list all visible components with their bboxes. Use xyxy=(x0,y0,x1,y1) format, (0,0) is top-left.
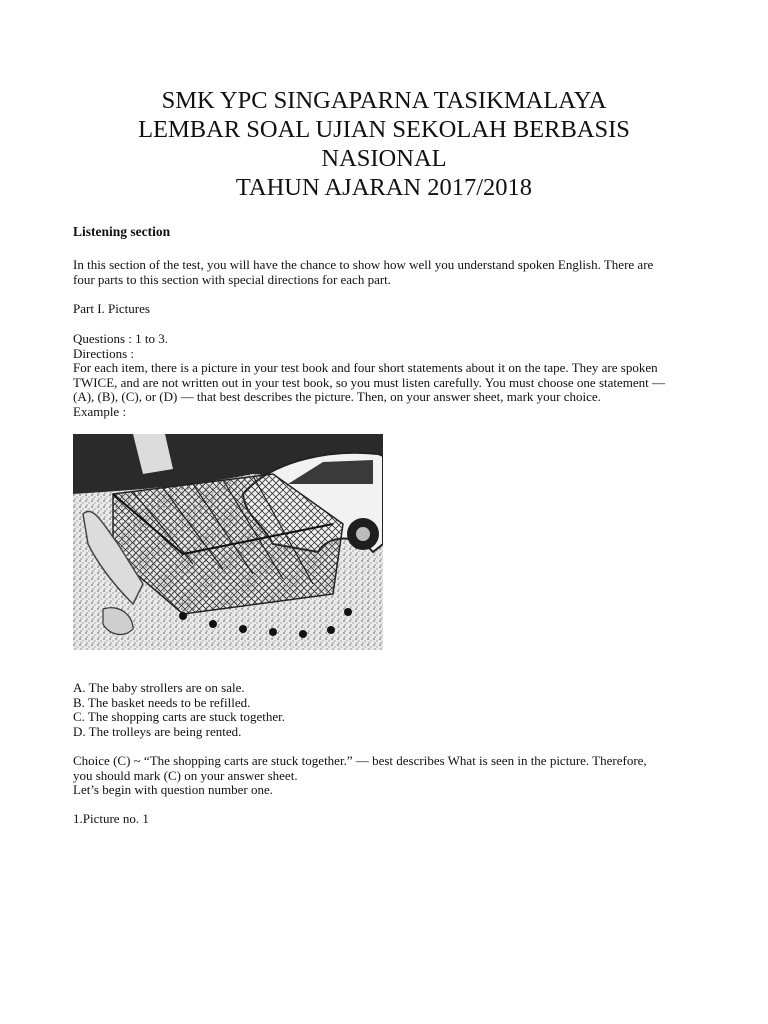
option-b: B. The basket needs to be refilled. xyxy=(73,694,251,710)
directions-line: (A), (B), (C), or (D) — that best describes the picture. Then, on your answer sheet, mark your choice. xyxy=(73,389,601,405)
explanation-line: you should mark (C) on your answer sheet. xyxy=(73,767,298,783)
part-title: Part I. Pictures xyxy=(73,301,150,316)
option-a: A. The baby strollers are on sale. xyxy=(73,680,245,695)
option-c: C. The shopping carts are stuck together. xyxy=(73,709,286,725)
example-label: Example : xyxy=(73,403,127,419)
school-name: SMK YPC SINGAPARNA TASIKMALAYA xyxy=(161,87,607,114)
directions-line: For each item, there is a picture in your test book and four short statements about it on the tape. They are spoken xyxy=(73,360,658,376)
explanation-line: Let’s begin with question number one. xyxy=(73,782,274,798)
question-1-label: 1.Picture no. 1 xyxy=(73,811,149,826)
answer-options xyxy=(73,681,698,739)
directions-line: TWICE, and are not written out in your test book, so you must listen carefully. You must choose one statement — xyxy=(73,374,666,390)
directions-label: Directions : xyxy=(73,345,135,361)
explanation-line: Choice (C) ~ “The shopping carts are stuck together.” — best describes What is seen in the picture. Therefore, xyxy=(73,753,647,768)
explanation-block xyxy=(73,754,698,798)
option-d: D. The trolleys are being rented. xyxy=(73,723,242,739)
exam-title-line1: LEMBAR SOAL UJIAN SEKOLAH BERBASIS xyxy=(138,116,630,143)
shopping-carts-illustration xyxy=(73,434,383,650)
section-heading: Listening section xyxy=(73,224,171,239)
shopping-carts-photo xyxy=(73,434,383,650)
exam-title-line2: NASIONAL xyxy=(321,145,447,172)
directions-block xyxy=(73,332,698,420)
intro-line: In this section of the test, you will have the chance to show how well you understand spoken English. There are xyxy=(73,257,654,272)
intro-line: four parts to this section with special directions for each part. xyxy=(73,271,392,287)
questions-range: Questions : 1 to 3. xyxy=(73,331,168,346)
intro-paragraph xyxy=(73,258,698,287)
document-header xyxy=(0,86,768,202)
academic-year: TAHUN AJARAN 2017/2018 xyxy=(235,174,533,201)
